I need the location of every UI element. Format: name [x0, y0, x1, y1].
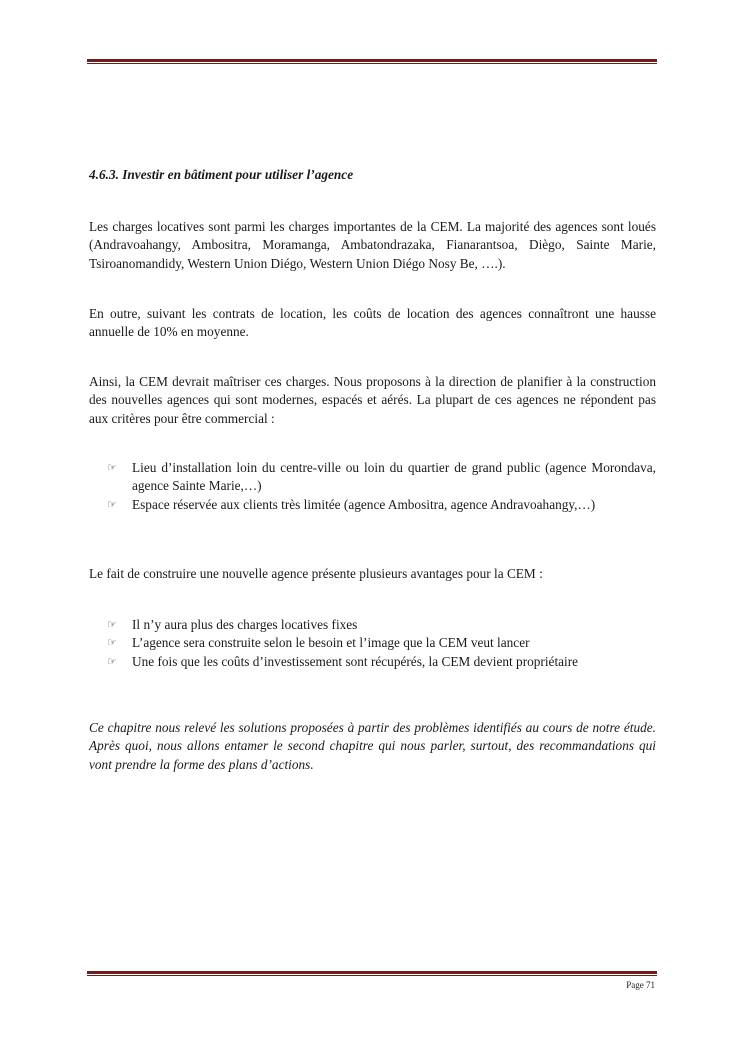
list-item-text: Une fois que les coûts d’investissement sont récupérés, la CEM devient propriétaire	[132, 653, 579, 669]
advantages-list	[103, 616, 656, 671]
chapter-conclusion: Ce chapitre nous relevé les solutions proposées à partir des problèmes identifiés au cours de notre étude. Après quoi, nous allons entamer le second chapitre qui nous parler, surtout, des recommandations qui vont prendre la forme des plans d’actions.	[89, 720, 656, 772]
header-rule	[87, 59, 657, 64]
paragraph-rental-charges: Les charges locatives sont parmi les charges importantes de la CEM. La majorité des agences sont loués (Andravoahangy, Ambositra, Moramanga, Ambatondrazaka, Fianarantsoa, Diègo, Sainte Marie, Tsiroanomandidy, Western Union Diégo, Western Union Diégo Nosy Be, ….).	[89, 219, 656, 271]
section-heading: 4.6.3. Investir en bâtiment pour utiliser l’agence	[89, 167, 354, 182]
list-item	[103, 459, 656, 496]
list-item-text: L’agence sera construite selon le besoin et l’image que la CEM veut lancer	[132, 635, 530, 651]
list-item-text: Il n’y aura plus des charges locatives fixes	[132, 617, 358, 632]
page-number: Page 71	[626, 980, 655, 990]
pointing-hand-icon: ☞	[107, 461, 117, 474]
pointing-hand-icon: ☞	[107, 654, 117, 668]
paragraph-control-charges: Ainsi, la CEM devrait maîtriser ces charges. Nous proposons à la direction de planifier à la construction des nouvelles agences qui sont modernes, espacés et aérés. La plupart de ces agences ne répondent pas aux critères pour être commercial :	[89, 374, 656, 426]
list-item-text: Lieu d’installation loin du centre-ville ou loin du quartier de grand public (agence Morondava, agence Sainte Marie,…)	[132, 460, 656, 494]
list-item	[103, 616, 656, 634]
paragraph-advantages-intro: Le fait de construire une nouvelle agence présente plusieurs avantages pour la CEM :	[89, 566, 543, 581]
criteria-list	[103, 459, 656, 514]
footer-rule	[87, 971, 657, 976]
list-item	[103, 653, 656, 671]
pointing-hand-icon: ☞	[107, 636, 117, 650]
pointing-hand-icon: ☞	[107, 618, 117, 631]
list-item	[103, 634, 656, 652]
list-item-text: Espace réservée aux clients très limitée (agence Ambositra, agence Andravoahangy,…)	[132, 496, 596, 512]
paragraph-rental-increase: En outre, suivant les contrats de location, les coûts de location des agences connaîtront une hausse annuelle de 10% en moyenne.	[89, 306, 656, 340]
list-item	[103, 496, 656, 514]
pointing-hand-icon: ☞	[107, 497, 117, 511]
